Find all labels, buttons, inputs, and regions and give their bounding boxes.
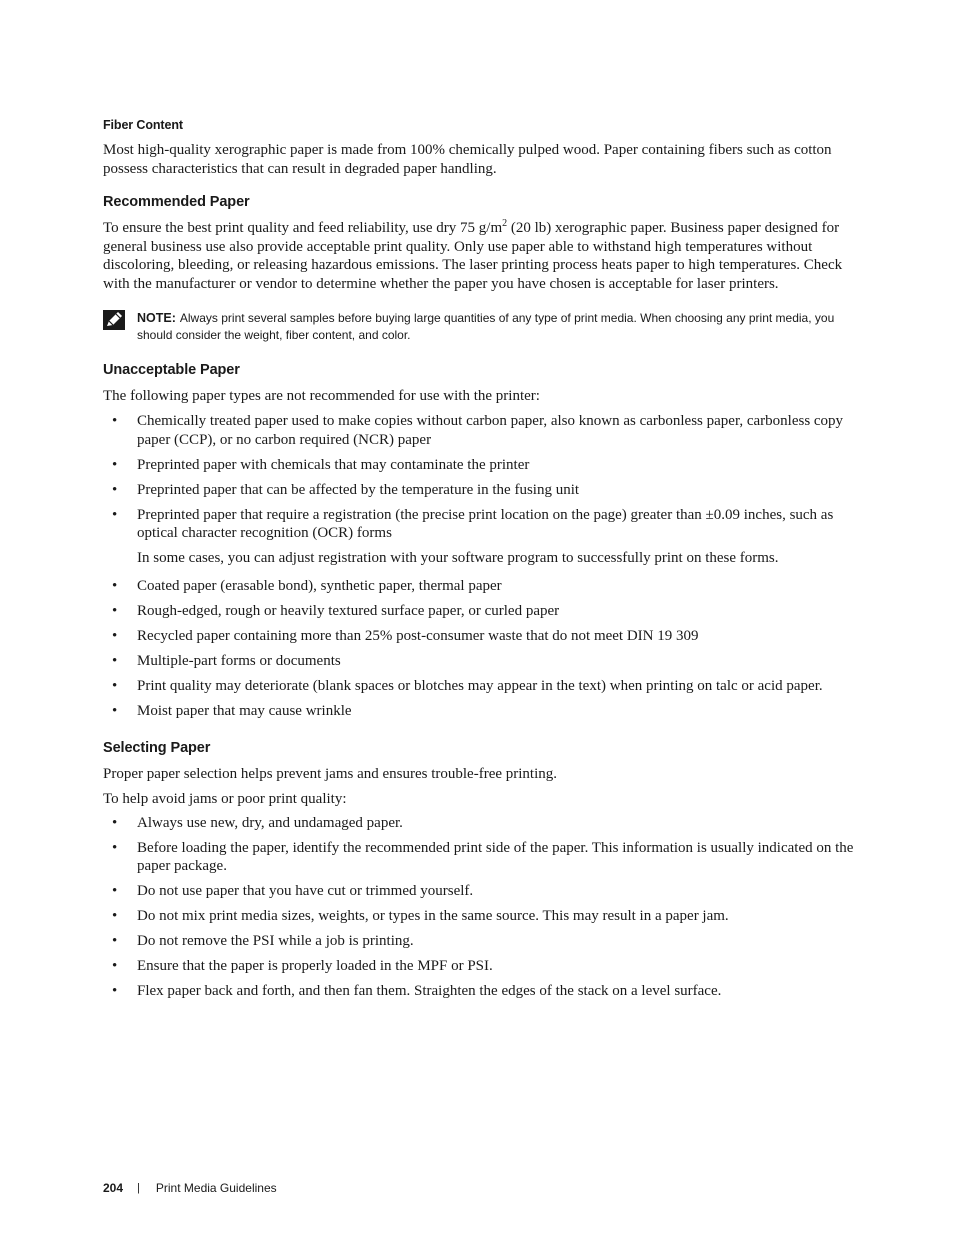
list-item: • Coated paper (erasable bond), synthetic paper, thermal paper: [112, 577, 502, 594]
bullet-glyph: •: [112, 652, 118, 669]
bullet-glyph: •: [112, 814, 118, 831]
list-item: • Chemically treated paper used to make copies without carbon paper, also known as carbonless paper, carbonless copy paper (CCP), or no carbon required (NCR) paper: [112, 413, 844, 448]
bullet-glyph: •: [112, 627, 118, 644]
list-item: • Always use new, dry, and undamaged paper.: [112, 814, 403, 831]
note-pencil-icon: [103, 310, 125, 330]
bullet-glyph: •: [112, 602, 118, 619]
bullet-glyph: •: [112, 908, 118, 925]
bullet-glyph: •: [112, 677, 118, 694]
bullet-glyph: •: [112, 506, 118, 523]
list-item: • Before loading the paper, identify the recommended print side of the paper. This information is usually indicated on the paper package.: [112, 839, 854, 875]
unacceptable-paper-heading: Unacceptable Paper: [103, 361, 240, 378]
page-number: 204: [103, 1181, 124, 1195]
unacceptable-intro: The following paper types are not recommended for use with the printer:: [103, 387, 540, 404]
recommended-paper-heading: Recommended Paper: [103, 194, 250, 211]
bullet-glyph: •: [112, 413, 118, 430]
recommended-paper-text: To ensure the best print quality and feed reliability, use dry 75 $g/m^2$ (20 lb) xerographic paper. Business paper designed for general business use also provide acceptable print quality. Only use paper able to withstand high temperatures without discoloring, bleeding, or releasing hazardous emissions. The laser printing process heats paper to high temperatures. Check with the manufacturer or vendor to determine whether the paper you have chosen is acceptable for laser printers.: [103, 218, 843, 292]
note-label: NOTE:: [137, 310, 176, 325]
superscript: 2: [502, 218, 508, 230]
note-block: [103, 310, 855, 344]
bullet-glyph: •: [112, 958, 118, 975]
note-text: Always print several samples before buying large quantities of any type of print media. When choosing any print media, you should consider the weight, fiber content, and color.: [137, 310, 835, 342]
page-footer: [103, 1181, 277, 1195]
page-content: [103, 118, 855, 1021]
list-item: • Preprinted paper with chemicals that may contaminate the printer: [112, 456, 530, 473]
list-item: • Moist paper that may cause wrinkle: [112, 702, 352, 719]
registration-sub-paragraph: In some cases, you can adjust registration with your software program to successfully print on these forms.: [137, 550, 779, 567]
list-item: • Ensure that the paper is properly loaded in the MPF or PSI.: [112, 958, 493, 975]
bullet-glyph: •: [112, 933, 118, 950]
fiber-content-text: Most high-quality xerographic paper is made from 100% chemically pulped wood. Paper containing fibers such as cotton possess characteristics that can result in degraded paper handling.: [103, 142, 832, 177]
bullet-glyph: •: [112, 839, 118, 856]
unacceptable-list-a: [103, 412, 855, 543]
bullet-glyph: •: [112, 702, 118, 719]
list-item: • Rough-edged, rough or heavily textured surface paper, or curled paper: [112, 602, 560, 619]
bullet-glyph: •: [112, 577, 118, 594]
bullet-glyph: •: [112, 983, 118, 1000]
selecting-list: [103, 814, 855, 1001]
bullet-glyph: •: [112, 456, 118, 473]
list-item: • Recycled paper containing more than 25% post-consumer waste that do not meet DIN 19 309: [112, 627, 699, 644]
unacceptable-list-b: [103, 577, 855, 721]
selecting-intro-1: Proper paper selection helps prevent jams and ensures trouble-free printing.: [103, 766, 558, 783]
selecting-paper-heading: Selecting Paper: [103, 740, 211, 757]
list-item: • Do not remove the PSI while a job is printing.: [112, 933, 414, 950]
list-item: • Multiple-part forms or documents: [112, 652, 341, 669]
list-item: • Do not mix print media sizes, weights, or types in the same source. This may result in a paper jam.: [112, 908, 729, 925]
fiber-content-heading: Fiber Content: [103, 118, 183, 132]
list-item: • Print quality may deteriorate (blank spaces or blotches may appear in the text) when printing on talc or acid paper.: [112, 677, 823, 694]
list-item: • Preprinted paper that require a registration (the precise print location on the page) greater than ±0.09 inches, such as optical character recognition (OCR) forms: [112, 506, 834, 542]
list-item: • Flex paper back and forth, and then fan them. Straighten the edges of the stack on a level surface.: [112, 983, 722, 1000]
footer-title: Print Media Guidelines: [155, 1181, 277, 1195]
list-item: • Do not use paper that you have cut or trimmed yourself.: [112, 883, 474, 900]
bullet-glyph: •: [112, 481, 118, 498]
bullet-glyph: •: [112, 883, 118, 900]
footer-separator: |: [137, 1182, 140, 1194]
list-item: • Preprinted paper that can be affected by the temperature in the fusing unit: [112, 481, 580, 498]
selecting-intro-2: To help avoid jams or poor print quality:: [103, 790, 347, 807]
